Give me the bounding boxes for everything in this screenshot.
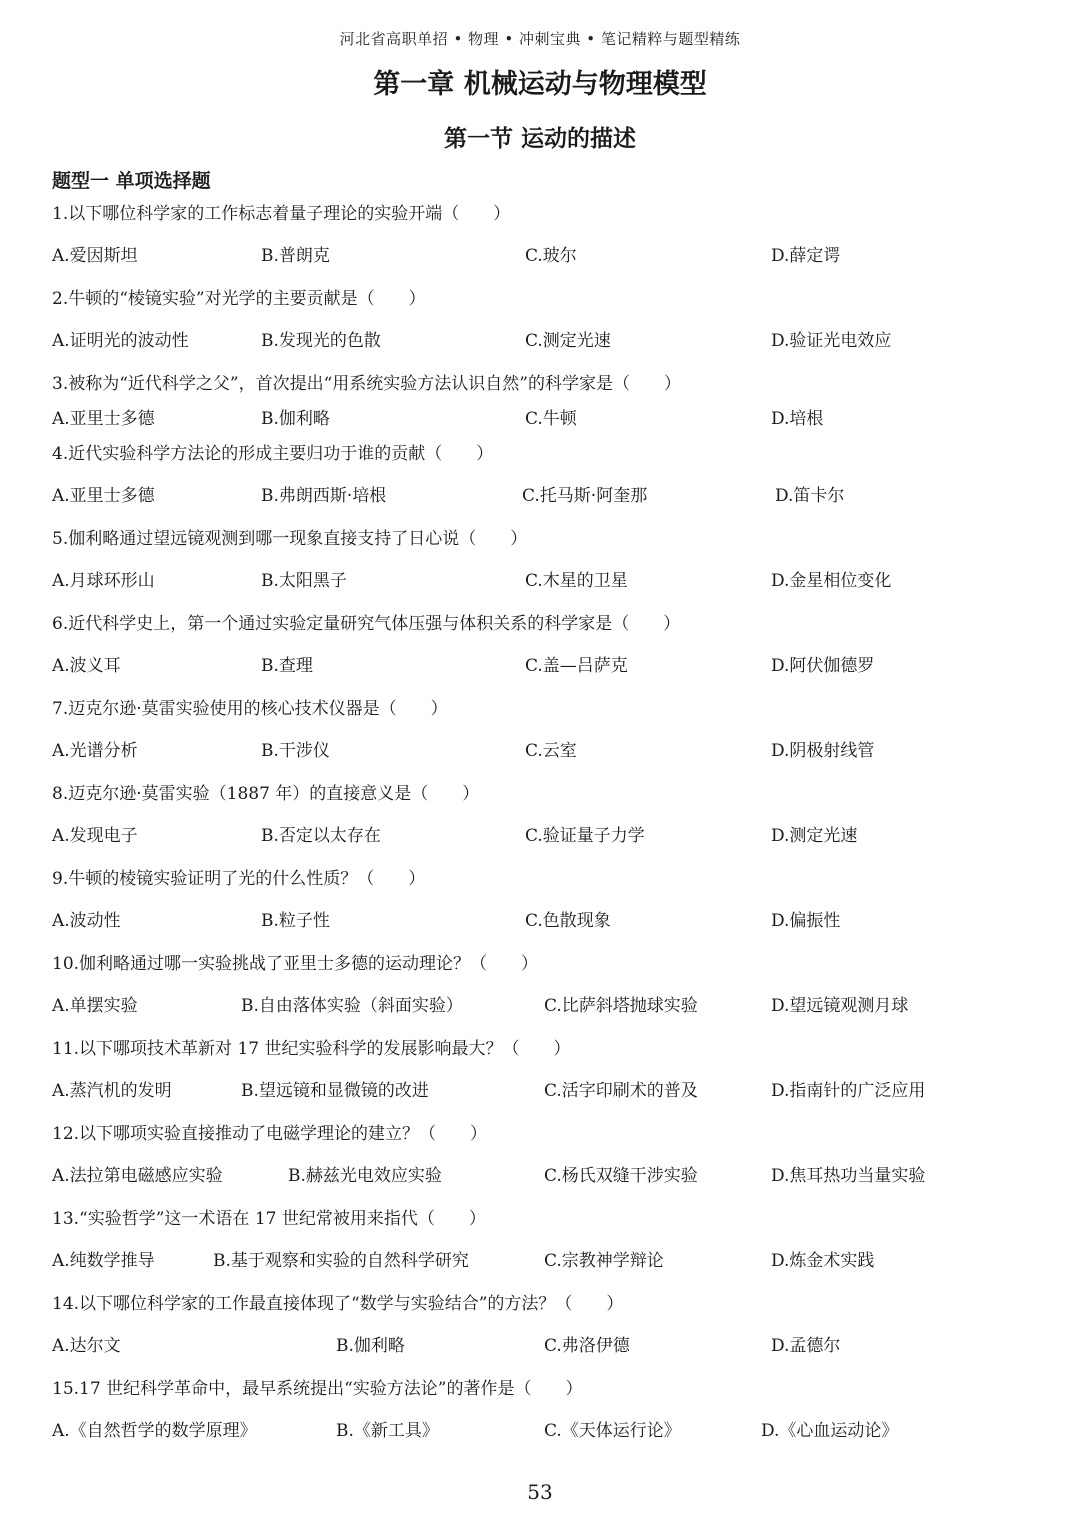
option-d: D.测定光速 [771,826,858,846]
option-b: B.太阳黑子 [261,571,347,591]
option-b: B.弗朗西斯·培根 [261,486,387,506]
option-d: D.薛定谔 [771,246,841,266]
option-b: B.望远镜和显微镜的改进 [241,1081,429,1101]
option-a: A.爱因斯坦 [52,246,138,266]
question-stem: 2.牛顿的“棱镜实验”对光学的主要贡献是（ ） [52,289,426,309]
question-stem: 13.“实验哲学”这一术语在 17 世纪常被用来指代（ ） [52,1209,486,1229]
option-c: C.牛顿 [525,409,577,429]
option-d: D.《心血运动论》 [761,1421,899,1441]
option-row [52,472,1042,521]
question-list [52,196,1042,1456]
option-a: A.单摆实验 [52,996,138,1016]
option-a: A.月球环形山 [52,571,155,591]
question-15 [52,1371,1042,1456]
section-title: 第一节 运动的描述 [443,126,636,152]
option-row [52,1237,1042,1286]
option-row [52,1407,1042,1456]
option-c: C.比萨斜塔抛球实验 [544,996,698,1016]
option-b: B.赫兹光电效应实验 [288,1166,442,1186]
question-1 [52,196,1042,281]
option-a: A.法拉第电磁感应实验 [52,1166,223,1186]
question-stem: 14.以下哪位科学家的工作最直接体现了“数学与实验结合”的方法？（ ） [52,1294,624,1314]
option-c: C.色散现象 [525,911,611,931]
option-c: C.宗教神学辩论 [544,1251,664,1271]
option-d: D.金星相位变化 [771,571,892,591]
option-d: D.焦耳热功当量实验 [771,1166,926,1186]
question-3 [52,366,1042,436]
option-c: C.测定光速 [525,331,611,351]
question-5 [52,521,1042,606]
question-stem: 4.近代实验科学方法论的形成主要归功于谁的贡献（ ） [52,444,494,464]
question-13 [52,1201,1042,1286]
option-b: B.查理 [261,656,313,676]
option-row [52,897,1042,946]
option-d: D.验证光电效应 [771,331,892,351]
option-a: A.波义耳 [52,656,121,676]
option-row [52,317,1042,366]
question-4 [52,436,1042,521]
option-c: C.弗洛伊德 [544,1336,630,1356]
option-a: A.蒸汽机的发明 [52,1081,172,1101]
option-a: A.发现电子 [52,826,138,846]
running-header: 河北省高职单招 • 物理 • 冲刺宝典 • 笔记精粹与题型精练 [339,30,741,48]
option-c: C.验证量子力学 [525,826,645,846]
option-d: D.望远镜观测月球 [771,996,909,1016]
option-row [52,642,1042,691]
option-c: C.活字印刷术的普及 [544,1081,698,1101]
option-b: B.伽利略 [261,409,330,429]
option-a: A.证明光的波动性 [52,331,189,351]
option-c: C.《天体运行论》 [544,1421,681,1441]
option-a: A.《自然哲学的数学原理》 [52,1421,257,1441]
option-b: B.《新工具》 [336,1421,439,1441]
option-d: D.笛卡尔 [775,486,845,506]
option-c: C.托马斯·阿奎那 [522,486,648,506]
question-12 [52,1116,1042,1201]
option-row [52,1067,1042,1116]
question-stem: 9.牛顿的棱镜实验证明了光的什么性质？（ ） [52,869,426,889]
option-a: A.波动性 [52,911,121,931]
option-row [52,557,1042,606]
option-b: B.普朗克 [261,246,330,266]
option-row [52,402,1042,436]
question-11 [52,1031,1042,1116]
question-stem: 5.伽利略通过望远镜观测到哪一现象直接支持了日心说（ ） [52,529,528,549]
option-c: C.云室 [525,741,577,761]
option-row [52,232,1042,281]
option-c: C.杨氏双缝干涉实验 [544,1166,698,1186]
option-d: D.阴极射线管 [771,741,875,761]
option-a: A.纯数学推导 [52,1251,155,1271]
option-b: B.干涉仪 [261,741,330,761]
question-10 [52,946,1042,1031]
option-b: B.发现光的色散 [261,331,381,351]
option-d: D.培根 [771,409,824,429]
option-c: C.玻尔 [525,246,577,266]
option-d: D.炼金术实践 [771,1251,875,1271]
question-stem: 12.以下哪项实验直接推动了电磁学理论的建立？（ ） [52,1124,488,1144]
question-stem: 10.伽利略通过哪一实验挑战了亚里士多德的运动理论？（ ） [52,954,539,974]
option-row [52,812,1042,861]
option-b: B.基于观察和实验的自然科学研究 [213,1251,469,1271]
question-8 [52,776,1042,861]
option-b: B.自由落体实验（斜面实验） [241,996,463,1016]
option-d: D.孟德尔 [771,1336,841,1356]
option-row [52,1322,1042,1371]
option-c: C.木星的卫星 [525,571,628,591]
question-stem: 1.以下哪位科学家的工作标志着量子理论的实验开端（ ） [52,204,511,224]
question-stem: 15.17 世纪科学革命中，最早系统提出“实验方法论”的著作是（ ） [52,1379,583,1399]
option-d: D.偏振性 [771,911,841,931]
option-row [52,1152,1042,1201]
option-b: B.否定以太存在 [261,826,381,846]
question-stem: 11.以下哪项技术革新对 17 世纪实验科学的发展影响最大？（ ） [52,1039,571,1059]
option-d: D.指南针的广泛应用 [771,1081,926,1101]
option-a: A.亚里士多德 [52,486,155,506]
question-9 [52,861,1042,946]
question-type-heading: 题型一 单项选择题 [52,170,211,192]
option-b: B.粒子性 [261,911,330,931]
option-c: C.盖—吕萨克 [525,656,628,676]
question-stem: 3.被称为“近代科学之父”，首次提出“用系统实验方法认识自然”的科学家是（ ） [52,374,681,394]
option-a: A.达尔文 [52,1336,121,1356]
option-row [52,727,1042,776]
option-d: D.阿伏伽德罗 [771,656,875,676]
chapter-title: 第一章 机械运动与物理模型 [373,69,707,100]
question-stem: 6.近代科学史上，第一个通过实验定量研究气体压强与体积关系的科学家是（ ） [52,614,681,634]
option-b: B.伽利略 [336,1336,405,1356]
question-14 [52,1286,1042,1371]
question-stem: 7.迈克尔逊·莫雷实验使用的核心技术仪器是（ ） [52,699,448,719]
question-6 [52,606,1042,691]
page-number: 53 [527,1480,553,1504]
question-stem: 8.迈克尔逊·莫雷实验（1887 年）的直接意义是（ ） [52,784,480,804]
option-a: A.亚里士多德 [52,409,155,429]
question-7 [52,691,1042,776]
question-2 [52,281,1042,366]
option-a: A.光谱分析 [52,741,138,761]
option-row [52,982,1042,1031]
